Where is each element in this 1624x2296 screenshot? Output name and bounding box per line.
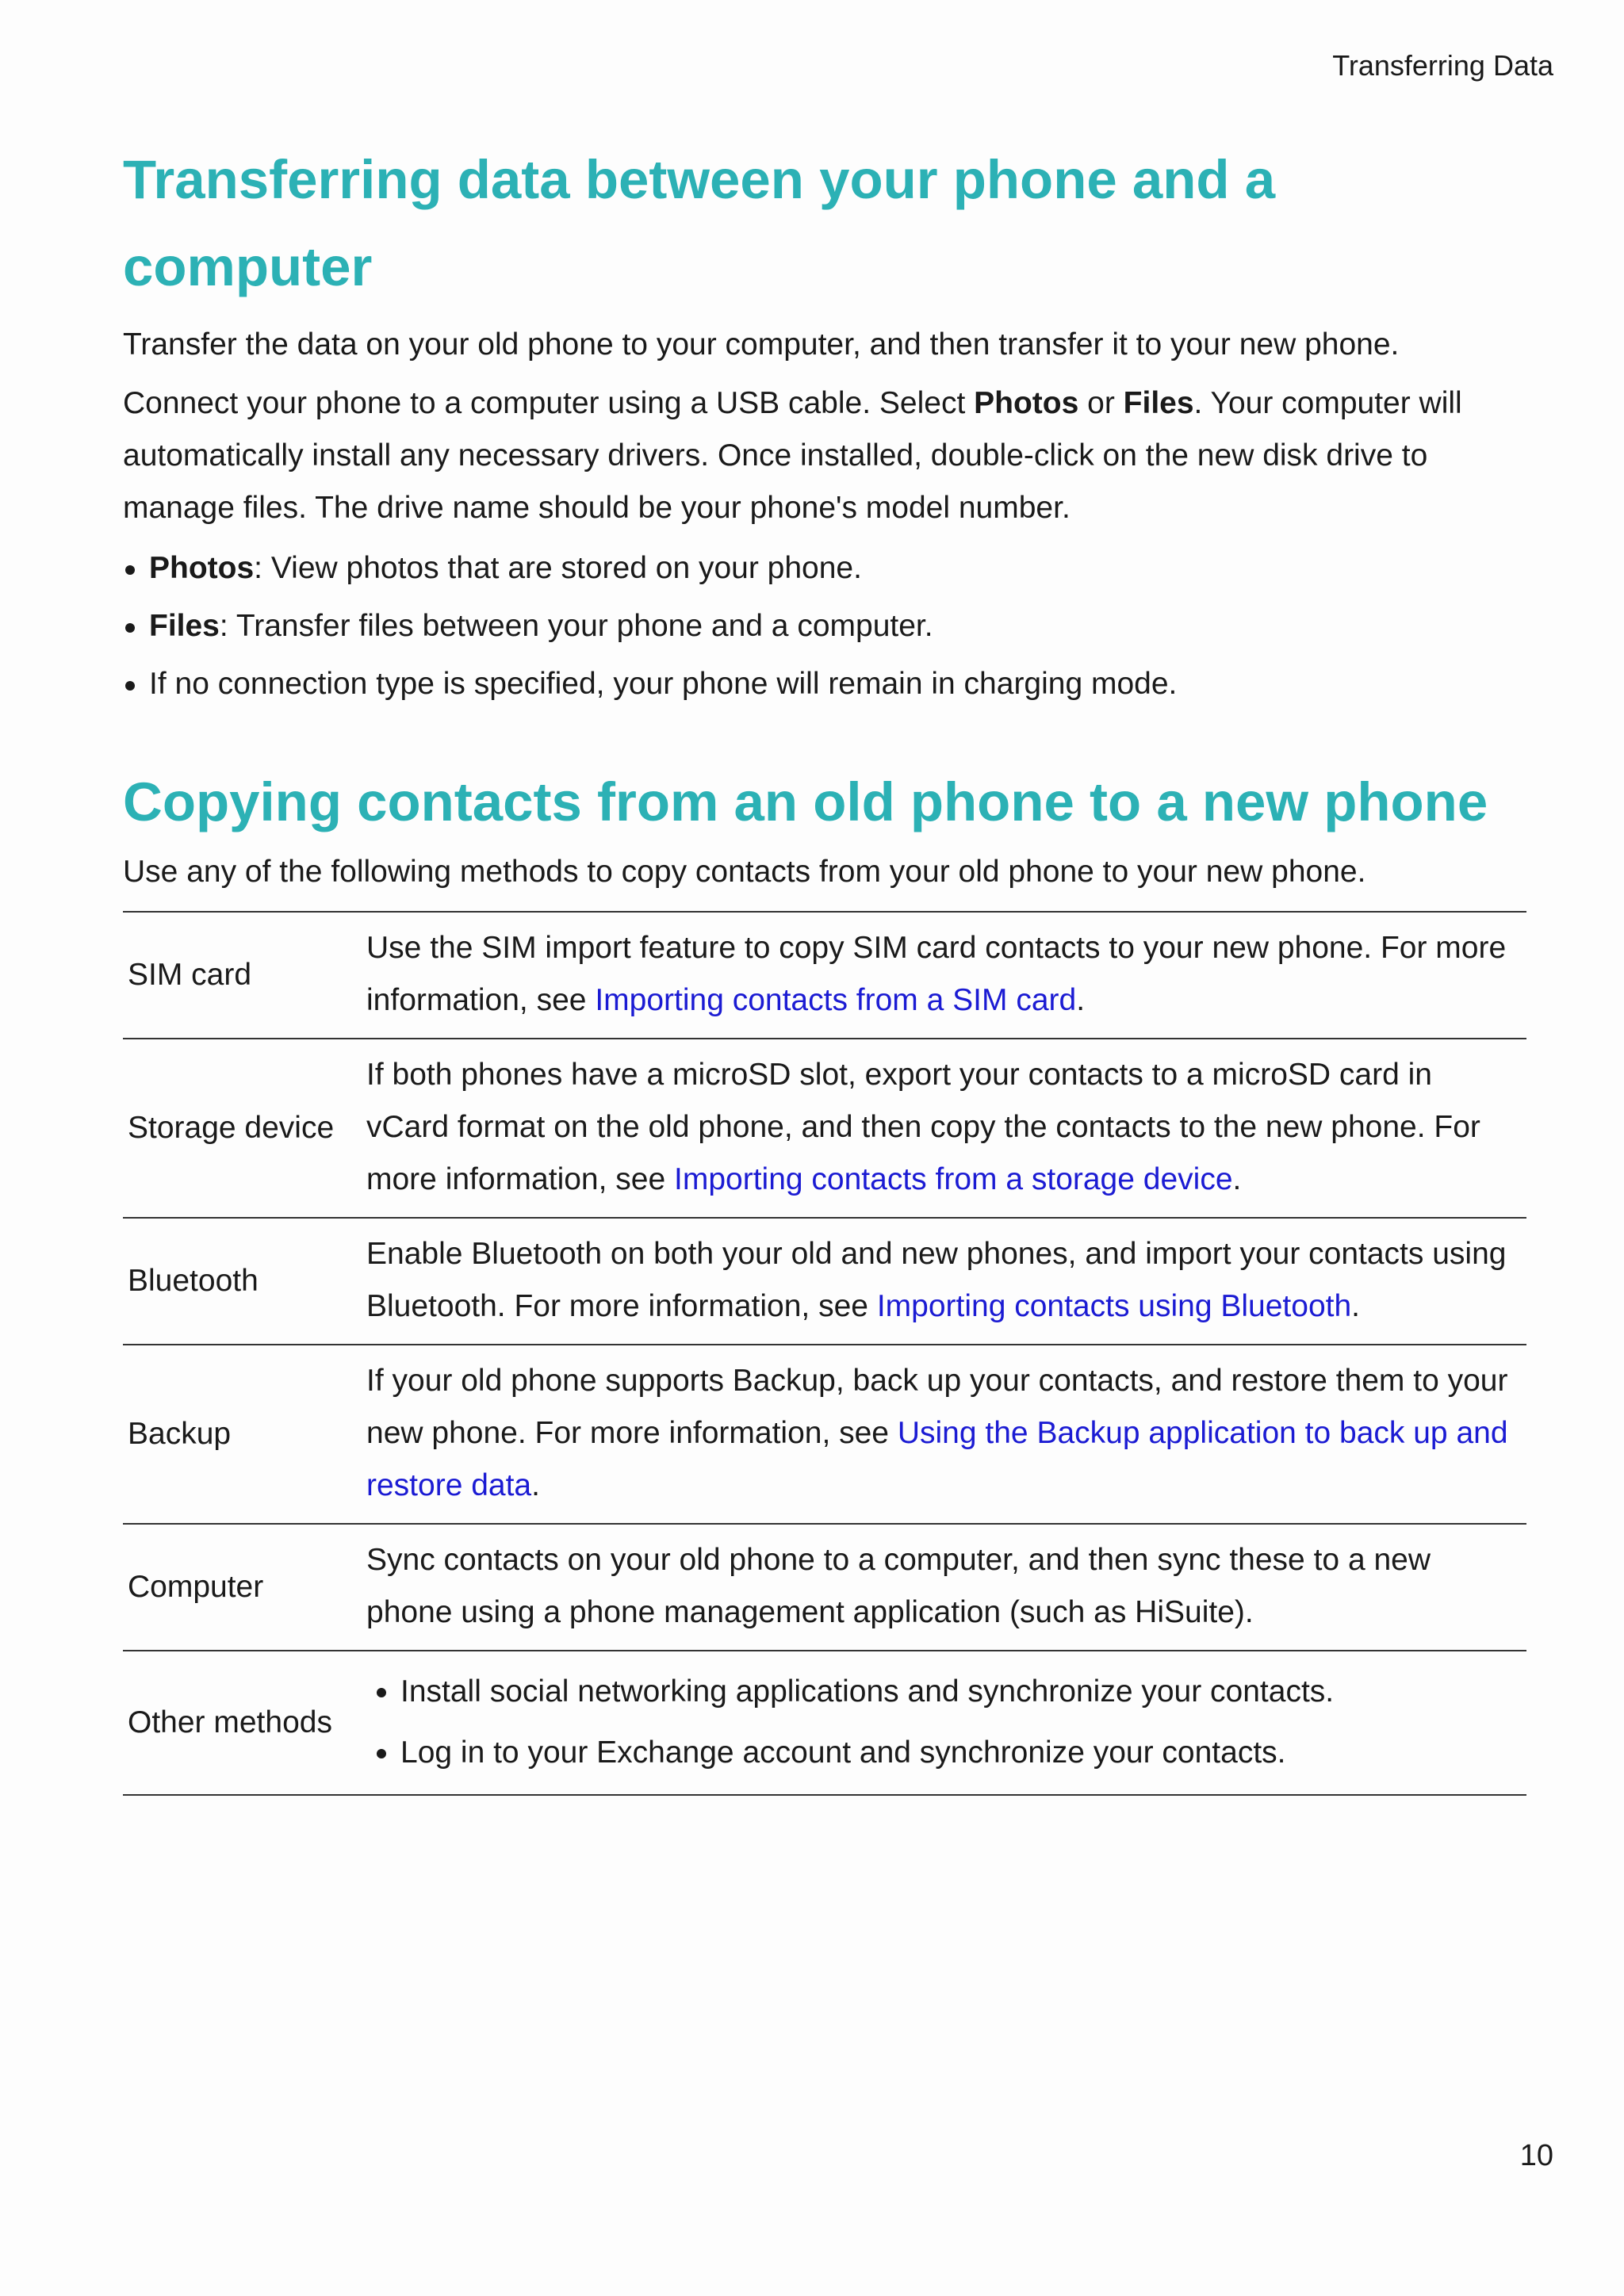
transfer-instructions — [123, 377, 1526, 534]
list-item: Install social networking applications and synchronize your contacts. — [366, 1661, 1519, 1722]
table-row — [123, 1039, 1526, 1218]
transfer-intro: Transfer the data on your old phone to your computer, and then transfer it to your new phone. — [123, 327, 1400, 362]
description-text: Enable Bluetooth on both your old and new phones, and import your contacts using Bluetooth. For more information, see — [366, 1237, 1507, 1323]
bullet-text: : View photos that are stored on your phone. — [254, 551, 862, 585]
page-content — [123, 136, 1526, 1796]
table-row — [123, 1345, 1526, 1524]
link-import-bluetooth[interactable]: Importing contacts using Bluetooth — [876, 1289, 1352, 1323]
contact-methods-table — [123, 911, 1526, 1796]
list-item — [123, 539, 1526, 597]
method-name: Bluetooth — [123, 1218, 366, 1345]
description-text: If your old phone supports Backup, back up your contacts, and restore them to your new phone. For more information, see — [366, 1364, 1508, 1450]
instructions-text-3: . Your computer will automatically install any necessary drivers. Once installed, double-click on the new disk drive to manage files. The drive name should be your phone's model number. — [123, 386, 1462, 525]
link-import-sim[interactable]: Importing contacts from a SIM card — [595, 983, 1077, 1017]
table-row — [123, 1524, 1526, 1651]
section-title-contacts: Copying contacts from an old phone to a new phone — [123, 771, 1488, 832]
description-end: . — [1232, 1162, 1242, 1196]
table-row — [123, 1651, 1526, 1795]
method-name: Storage device — [123, 1039, 366, 1218]
instructions-text-2: or — [1078, 386, 1124, 420]
method-description — [366, 1345, 1526, 1524]
bullet-term: Photos — [149, 551, 255, 585]
description-end: . — [1076, 983, 1086, 1017]
method-name: SIM card — [123, 912, 366, 1039]
page-number: 10 — [1519, 2139, 1553, 2172]
link-import-storage[interactable]: Importing contacts from a storage device — [674, 1162, 1233, 1196]
method-name: Computer — [123, 1524, 366, 1651]
method-description — [366, 1651, 1526, 1795]
method-description — [366, 912, 1526, 1039]
list-item — [123, 597, 1526, 655]
link-backup-application[interactable]: Using the Backup application to back up and restore data — [366, 1416, 1508, 1502]
bullet-text: : Transfer files between your phone and a computer. — [219, 609, 933, 643]
method-name: Other methods — [123, 1651, 366, 1795]
method-name: Backup — [123, 1345, 366, 1524]
list-item: Log in to your Exchange account and synchronize your contacts. — [366, 1722, 1519, 1783]
contacts-intro: Use any of the following methods to copy contacts from your old phone to your new phone. — [123, 855, 1366, 889]
photos-term: Photos — [974, 386, 1079, 420]
method-description: Sync contacts on your old phone to a computer, and then sync these to a new phone using a phone management application (such as HiSuite). — [366, 1524, 1526, 1651]
description-end: . — [531, 1468, 540, 1502]
description-text: Use the SIM import feature to copy SIM card contacts to your new phone. For more information, see — [366, 931, 1507, 1017]
description-end: . — [1351, 1289, 1361, 1323]
running-header: Transferring Data — [1332, 49, 1553, 82]
instructions-text-1: Connect your phone to a computer using a USB cable. Select — [123, 386, 975, 420]
description-text: If both phones have a microSD slot, export your contacts to a microSD card in vCard format on the old phone, and then copy the contacts to the new phone. For more information, see — [366, 1058, 1480, 1196]
method-description — [366, 1218, 1526, 1345]
connection-type-list — [123, 539, 1526, 713]
table-row — [123, 1218, 1526, 1345]
other-methods-list — [366, 1661, 1519, 1783]
section-title-transfer: Transferring data between your phone and a computer — [123, 149, 1276, 297]
method-description — [366, 1039, 1526, 1218]
table-row — [123, 912, 1526, 1039]
list-item — [123, 655, 1526, 713]
bullet-term: Files — [149, 609, 220, 643]
files-term: Files — [1123, 386, 1194, 420]
bullet-text: If no connection type is specified, your phone will remain in charging mode. — [149, 667, 1178, 701]
